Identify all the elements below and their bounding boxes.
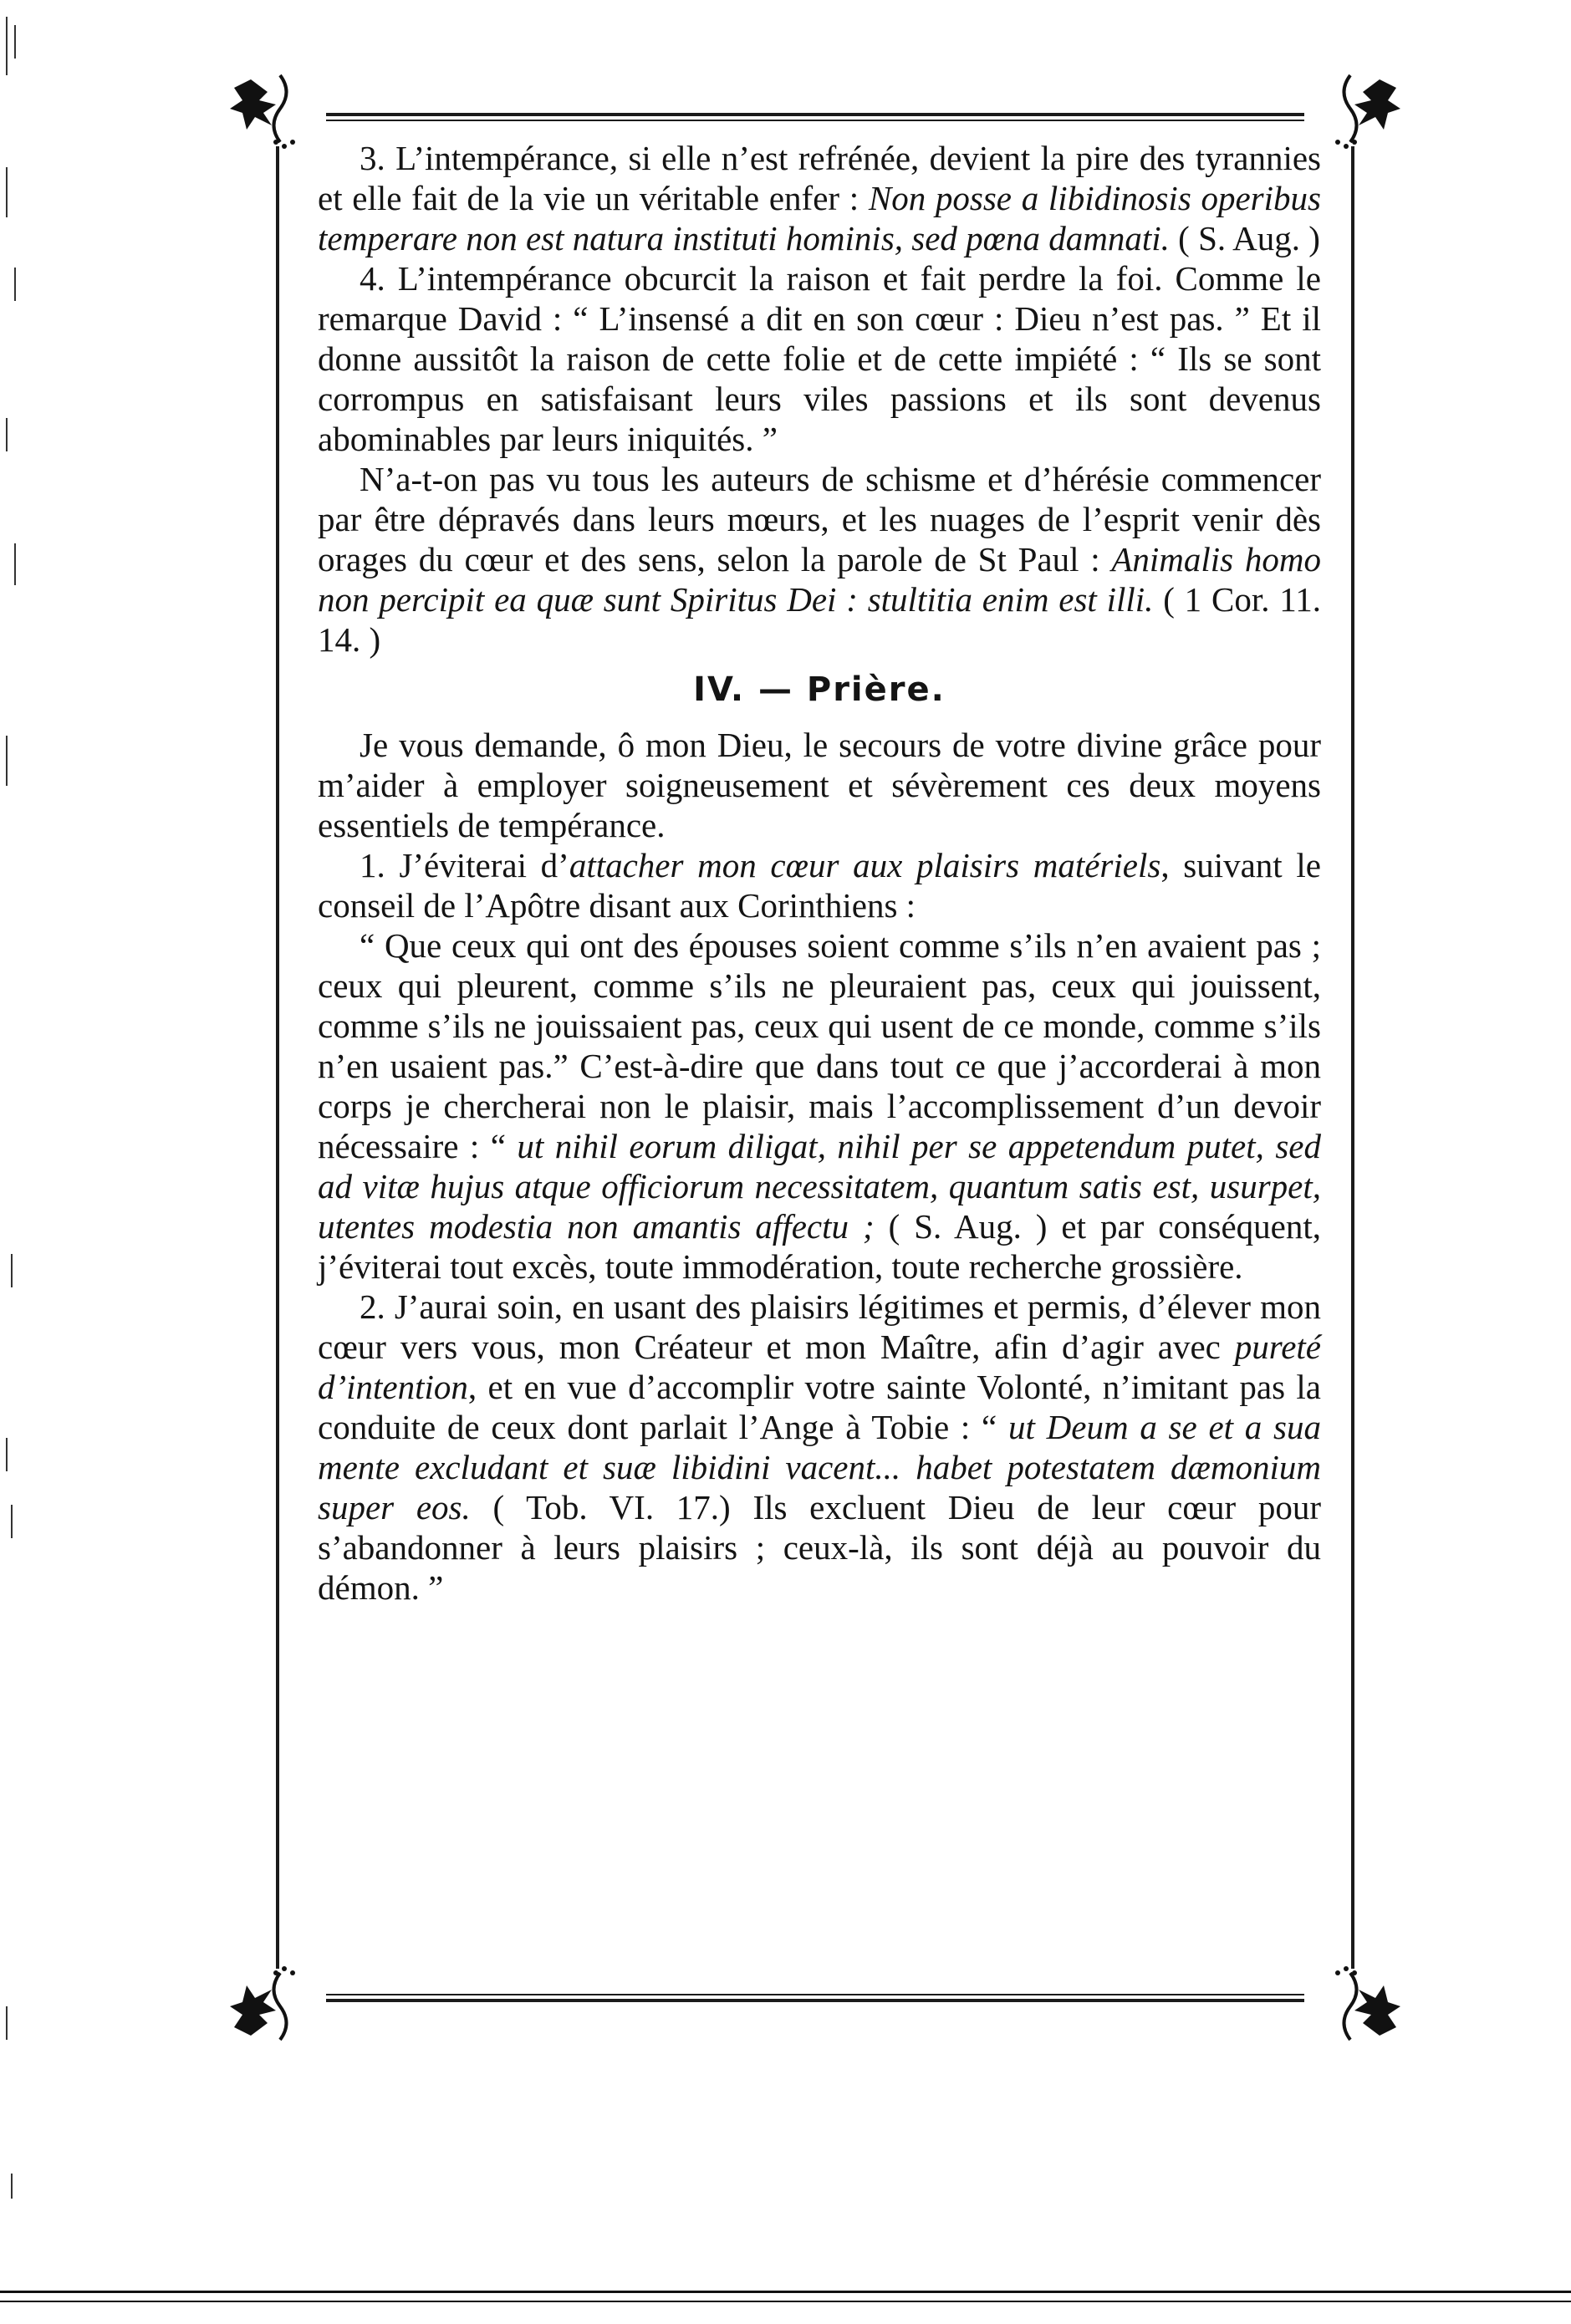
paragraph [318, 1287, 1321, 1608]
latin-quote: ut Deum a se et a sua mente excludant et suæ libidini vacent... habet potestatem dæmonium super eos. [318, 1408, 1321, 1526]
paragraph [318, 138, 1321, 258]
latin-quote: ut nihil eorum diligat, nihil per se appetendum putet, sed ad vitæ hujus atque officiorum necessitatem, quantum satis est, usurpet, utentes modestia non amantis affectu ; [318, 1127, 1321, 1246]
corner-ornament-icon [1304, 1952, 1405, 2052]
paragraph [318, 725, 1321, 845]
paragraphs-part-1 [318, 138, 1321, 660]
scan-bottom-rule-thin [0, 2301, 1571, 2302]
latin-quote: Non posse a libidinosis operibus temperare non est natura instituti hominis, sed pœna damnati. [318, 179, 1321, 257]
text-run: ( S. Aug. ) [1169, 219, 1320, 257]
text-run: N’a-t-on pas vu tous les auteurs de schisme et d’hérésie commencer par être dépravés dans leurs mœurs, et les nuages de l’esprit venir dès orages du cœur et des sens, selon la parole de St Paul : [318, 460, 1321, 578]
frame-top-rule [326, 113, 1304, 116]
scan-bottom-rule [0, 2291, 1571, 2293]
text-run: Je vous demande, ô mon Dieu, le secours de votre divine grâce pour m’aider à employer soigneusement et sévèrement ces deux moyens essentiels de tempérance. [318, 726, 1321, 844]
frame-top-rule-thin [326, 120, 1304, 121]
paragraph [318, 258, 1321, 459]
text-run: , et en vue d’accomplir votre sainte Volonté, n’imitant pas la conduite de ceux dont parlait l’Ange à Tobie : “ [318, 1368, 1321, 1446]
corner-ornament-icon [226, 63, 326, 163]
scan-edge-marks [0, 0, 33, 2324]
paragraph [318, 845, 1321, 925]
frame-left-rule [276, 146, 279, 1969]
text-run: 1. J’éviterai d’ [360, 846, 569, 884]
frame-bottom-rule-thin [326, 1994, 1304, 1995]
latin-quote: attacher mon cœur aux plaisirs matériels [569, 846, 1161, 884]
text-run: ( 1 Cor. 11. 14. ) [318, 580, 1321, 659]
text-run: 2. J’aurai soin, en usant des plaisirs légitimes et permis, d’élever mon cœur vers vous, mon Créateur et mon Maître, afin d’agir avec [318, 1287, 1321, 1366]
text-run: , suivant le conseil de l’Apôtre disant aux Corinthiens : [318, 846, 1321, 925]
text-run: 3. L’intempérance, si elle n’est refrénée, devient la pire des tyrannies et elle fait de la vie un véritable enfer : [318, 139, 1321, 217]
text-run: “ Que ceux qui ont des épouses soient comme s’ils n’en avaient pas ; ceux qui pleurent, comme s’ils ne pleuraient pas, ceux qui jouissent, comme s’ils ne jouissaient pas, ceux qui usent de ce monde, comme s’ils n’en usaient pas.” C’est-à-dire que dans tout ce que j’accorderai à mon corps je chercherai non le plaisir, mais l’accomplissement d’un devoir nécessaire : “ [318, 926, 1321, 1165]
latin-quote: Animalis homo non percipit ea quæ sunt Spiritus Dei : stultitia enim est illi. [318, 540, 1321, 619]
frame-right-rule [1351, 146, 1354, 1969]
text-run: 4. L’intempérance obcurcit la raison et fait perdre la foi. Comme le remarque David : “ L’insensé a dit en son cœur : Dieu n’est pas. ” Et il donne aussitôt la raison de cette folie et de cette impiété : “ Ils se sont corrompus en satisfaisant leurs viles passions et ils sont devenus abominables par leurs iniquités. ” [318, 259, 1321, 458]
text-run: ( Tob. VI. 17.) Ils excluent Dieu de leur cœur pour s’abandonner à leurs plaisirs ; ceux-là, ils sont déjà au pouvoir du démon. ” [318, 1488, 1321, 1607]
page-text [318, 138, 1321, 1608]
section-heading: IV. — Prière. [693, 670, 946, 709]
paragraphs-part-2 [318, 725, 1321, 1608]
text-run: ( S. Aug. ) et par conséquent, j’éviterai tout excès, toute immodération, toute recherche grossière. [318, 1207, 1321, 1286]
paragraph [318, 459, 1321, 660]
latin-quote: pureté d’intention [318, 1328, 1321, 1406]
corner-ornament-icon [226, 1952, 326, 2052]
paragraph [318, 925, 1321, 1287]
frame-bottom-rule [326, 1999, 1304, 2002]
